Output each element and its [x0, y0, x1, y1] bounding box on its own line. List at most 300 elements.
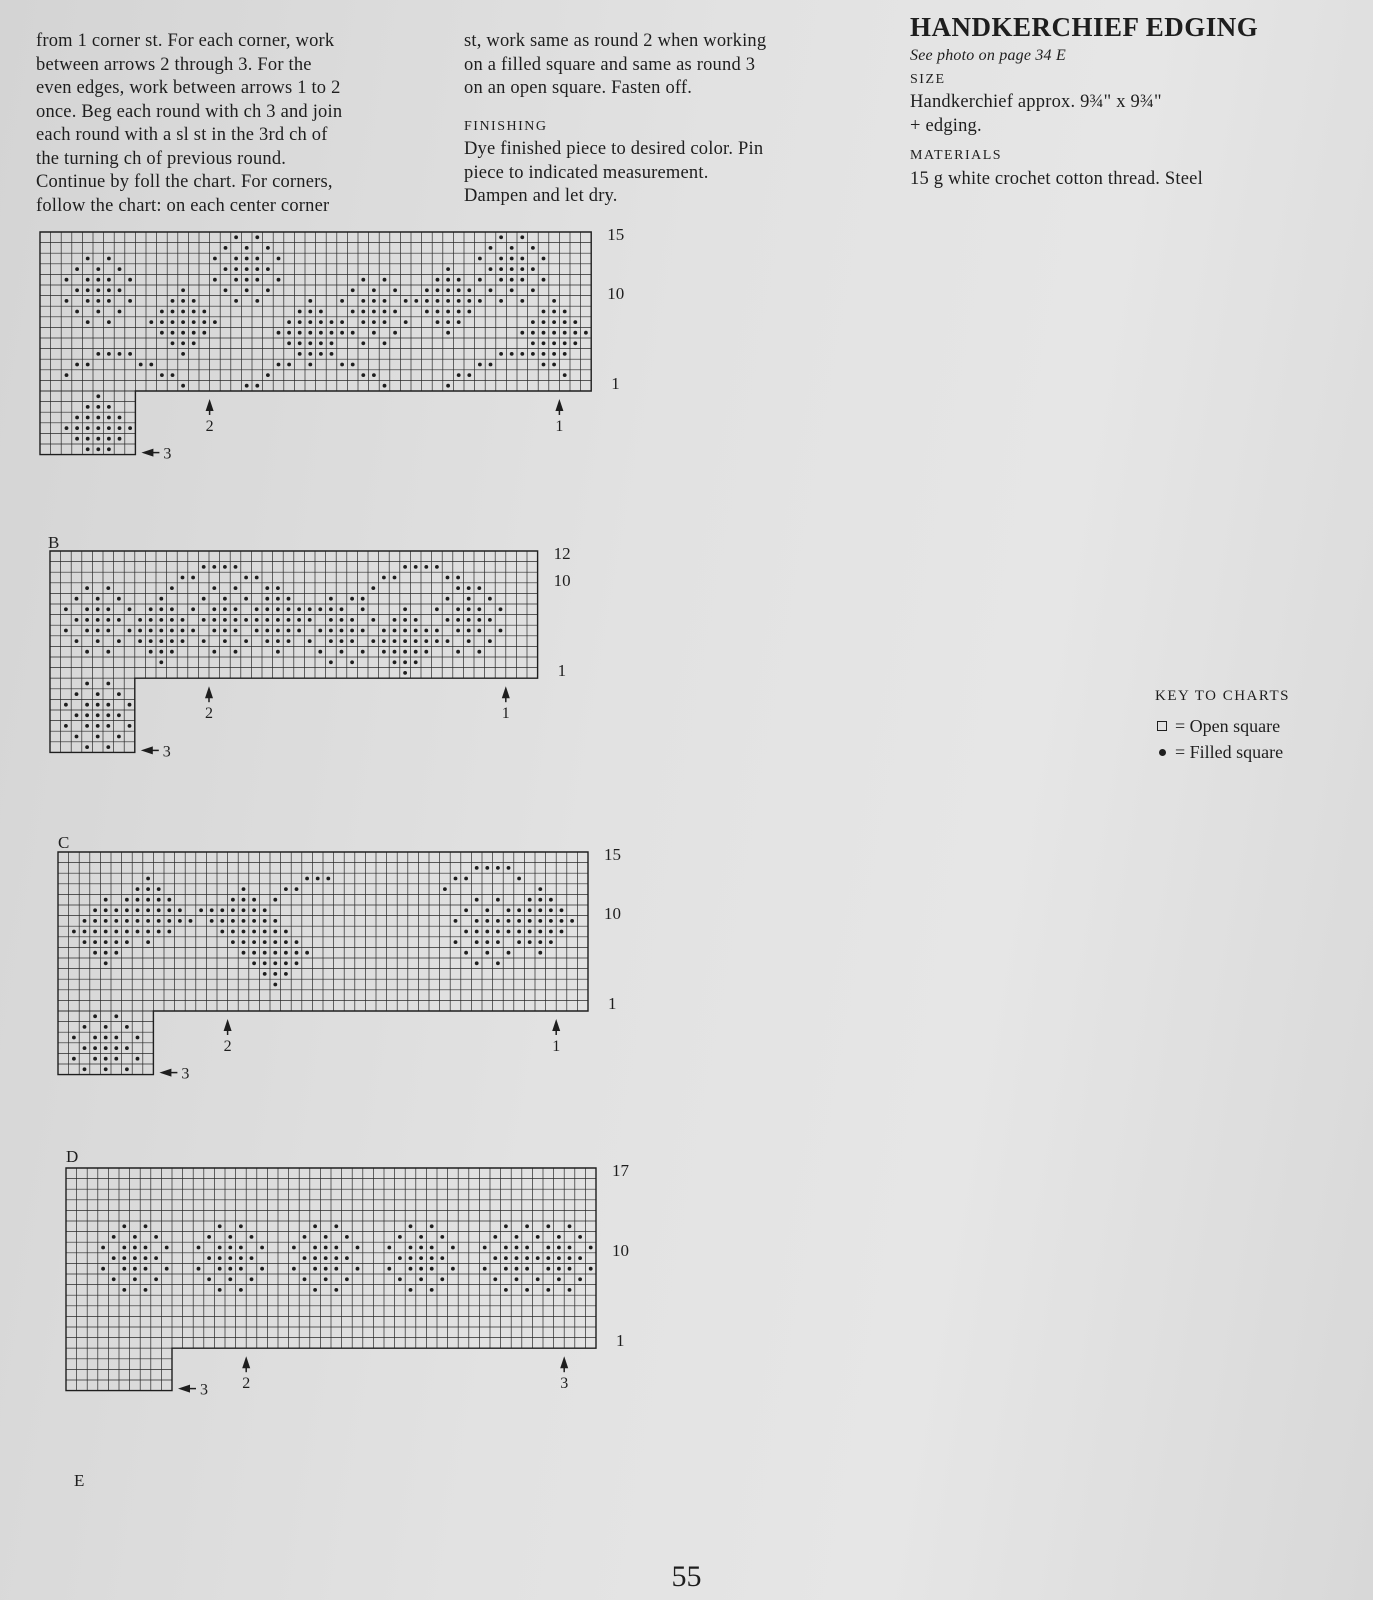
text-line: from 1 corner st. For each corner, work: [36, 31, 335, 51]
arrow-3: [141, 743, 171, 760]
arrow-2: [205, 686, 213, 722]
filled-square: [197, 1246, 201, 1250]
filled-square: [252, 919, 256, 923]
filled-square: [122, 1288, 126, 1292]
filled-square: [266, 288, 270, 292]
filled-square: [273, 983, 277, 987]
filled-square: [125, 1067, 129, 1071]
filled-square: [117, 735, 121, 739]
filled-square: [212, 586, 216, 590]
filled-square: [319, 310, 323, 314]
filled-square: [75, 618, 79, 622]
filled-square: [220, 908, 224, 912]
filled-square: [485, 919, 489, 923]
filled-square: [393, 310, 397, 314]
filled-square: [245, 384, 249, 388]
filled-square: [242, 908, 246, 912]
filled-square: [239, 1246, 243, 1250]
filled-square: [446, 618, 450, 622]
filled-square: [207, 1235, 211, 1239]
filled-square: [138, 629, 142, 633]
filled-square: [85, 713, 89, 717]
filled-square: [584, 331, 588, 335]
filled-square: [277, 363, 281, 367]
filled-square: [244, 597, 248, 601]
filled-square: [138, 639, 142, 643]
filled-square: [64, 629, 68, 633]
filled-square: [419, 1235, 423, 1239]
filled-square: [295, 940, 299, 944]
filled-square: [170, 618, 174, 622]
text-line: each round with a sl st in the 3rd ch of: [36, 125, 328, 145]
filled-square: [464, 908, 468, 912]
filled-square: [212, 650, 216, 654]
filled-square: [104, 898, 108, 902]
filled-square: [212, 565, 216, 569]
filled-square: [424, 629, 428, 633]
filled-square: [563, 331, 567, 335]
filled-square: [517, 919, 521, 923]
filled-square: [297, 618, 301, 622]
filled-square: [525, 1267, 529, 1271]
filled-square: [72, 1057, 76, 1061]
filled-square: [287, 331, 291, 335]
arrow-1-label: 1: [501, 705, 510, 723]
filled-square: [414, 639, 418, 643]
filled-square: [546, 1246, 550, 1250]
filled-square: [223, 639, 227, 643]
filled-square: [560, 930, 564, 934]
filled-square: [265, 586, 269, 590]
filled-square: [202, 618, 206, 622]
filled-square: [64, 703, 68, 707]
filled-square: [159, 618, 163, 622]
filled-square: [260, 1267, 264, 1271]
filled-square: [510, 288, 514, 292]
filled-square: [496, 961, 500, 965]
filled-square: [160, 320, 164, 324]
filled-square: [489, 363, 493, 367]
filled-square: [488, 597, 492, 601]
filled-square: [244, 618, 248, 622]
filled-square: [350, 660, 354, 664]
filled-square: [83, 930, 87, 934]
filled-square: [118, 426, 122, 430]
filled-square: [114, 919, 118, 923]
arrow-1: [555, 399, 563, 435]
filled-square: [112, 1277, 116, 1281]
filled-square: [297, 607, 301, 611]
filled-square: [202, 639, 206, 643]
filled-square: [263, 930, 267, 934]
filled-square: [117, 597, 121, 601]
filled-square: [112, 1235, 116, 1239]
filled-square: [86, 278, 90, 282]
filled-square: [382, 639, 386, 643]
filled-square: [361, 310, 365, 314]
filled-square: [507, 866, 511, 870]
filled-square: [488, 639, 492, 643]
filled-square: [475, 940, 479, 944]
filled-square: [96, 352, 100, 356]
filled-square: [295, 961, 299, 965]
filled-square: [313, 1288, 317, 1292]
filled-square: [170, 607, 174, 611]
filled-square: [136, 919, 140, 923]
filled-square: [273, 951, 277, 955]
filled-square: [231, 919, 235, 923]
filled-square: [340, 363, 344, 367]
filled-square: [107, 426, 111, 430]
filled-square: [528, 930, 532, 934]
filled-square: [351, 331, 355, 335]
filled-square: [118, 288, 122, 292]
size-heading: SIZE: [910, 71, 946, 87]
filled-square: [107, 352, 111, 356]
filled-square: [106, 629, 110, 633]
filled-square: [128, 629, 132, 633]
row-number-10: 10: [604, 904, 621, 923]
filled-square: [265, 607, 269, 611]
filled-square: [578, 1256, 582, 1260]
arrow-3-label: 3: [163, 445, 172, 463]
filled-square: [133, 1267, 137, 1271]
filled-square: [234, 235, 238, 239]
filled-square: [287, 639, 291, 643]
filled-square: [242, 951, 246, 955]
arrow-1: [560, 1356, 568, 1392]
filled-square: [520, 299, 524, 303]
filled-square: [436, 288, 440, 292]
filled-square: [424, 650, 428, 654]
filled-square: [557, 1235, 561, 1239]
filled-square: [520, 352, 524, 356]
filled-square: [83, 1067, 87, 1071]
filled-square: [287, 618, 291, 622]
filled-square: [419, 1267, 423, 1271]
filled-square: [477, 586, 481, 590]
filled-square: [383, 320, 387, 324]
filled-square: [361, 278, 365, 282]
filled-square: [146, 877, 150, 881]
filled-square: [125, 898, 129, 902]
photo-reference: See photo on page 34 E: [910, 47, 1066, 64]
filled-square: [128, 724, 132, 728]
filled-square: [549, 940, 553, 944]
filled-square: [451, 1246, 455, 1250]
filled-square: [85, 607, 89, 611]
filled-square: [96, 735, 100, 739]
filled-square: [414, 629, 418, 633]
filled-square: [515, 1267, 519, 1271]
filled-square: [107, 257, 111, 261]
filled-square: [329, 629, 333, 633]
filled-square: [403, 639, 407, 643]
filled-square: [563, 373, 567, 377]
filled-square: [189, 919, 193, 923]
filled-square: [212, 607, 216, 611]
filled-square: [181, 310, 185, 314]
filled-square: [329, 618, 333, 622]
filled-square: [467, 629, 471, 633]
filled-square: [297, 629, 301, 633]
filled-square: [313, 1267, 317, 1271]
filled-square: [114, 940, 118, 944]
filled-square: [86, 437, 90, 441]
filled-square: [313, 1224, 317, 1228]
filled-square: [393, 650, 397, 654]
filled-square: [334, 1288, 338, 1292]
filled-square: [456, 586, 460, 590]
filled-square: [191, 576, 195, 580]
filled-square: [85, 618, 89, 622]
filled-square: [223, 618, 227, 622]
filled-square: [93, 940, 97, 944]
filled-square: [263, 919, 267, 923]
filled-square: [159, 629, 163, 633]
filled-square: [305, 951, 309, 955]
filled-square: [475, 898, 479, 902]
filled-square: [96, 416, 100, 420]
arrow-2: [206, 399, 214, 435]
filled-square: [329, 660, 333, 664]
filled-square: [424, 565, 428, 569]
filled-square: [308, 639, 312, 643]
filled-square: [340, 639, 344, 643]
filled-square: [165, 1267, 169, 1271]
filled-square: [560, 919, 564, 923]
chart-label: C: [58, 833, 70, 852]
filled-square: [245, 246, 249, 250]
filled-square: [305, 877, 309, 881]
filled-square: [308, 331, 312, 335]
filled-square: [224, 288, 228, 292]
filled-square: [122, 1224, 126, 1228]
filled-square: [192, 331, 196, 335]
filled-square: [160, 373, 164, 377]
filled-square: [114, 930, 118, 934]
filled-square: [218, 1288, 222, 1292]
filled-square: [284, 961, 288, 965]
chart-grid: [40, 232, 591, 455]
filled-square: [114, 908, 118, 912]
filled-square: [85, 650, 89, 654]
filled-square: [456, 607, 460, 611]
filled-square: [308, 607, 312, 611]
filled-square: [234, 278, 238, 282]
filled-square: [231, 898, 235, 902]
filled-square: [334, 1246, 338, 1250]
filled-square: [239, 1224, 243, 1228]
filled-square: [515, 1277, 519, 1281]
filled-square: [489, 288, 493, 292]
filled-square: [139, 363, 143, 367]
filled-square: [319, 352, 323, 356]
filled-square: [383, 299, 387, 303]
filled-square: [136, 887, 140, 891]
filled-square: [223, 597, 227, 601]
filled-square: [192, 320, 196, 324]
filled-square: [149, 639, 153, 643]
filled-square: [244, 576, 248, 580]
filled-square: [451, 1267, 455, 1271]
filled-square: [485, 951, 489, 955]
arrow-2: [242, 1356, 250, 1392]
filled-square: [96, 618, 100, 622]
filled-square: [372, 373, 376, 377]
filled-square: [167, 898, 171, 902]
filled-square: [114, 1057, 118, 1061]
filled-square: [446, 299, 450, 303]
row-number-1: 1: [557, 661, 567, 681]
arrow-3: [159, 1066, 189, 1083]
arrow-3: [178, 1382, 208, 1399]
filled-square: [383, 310, 387, 314]
chart-2: [50, 544, 571, 852]
filled-square: [218, 1256, 222, 1260]
filled-square: [425, 288, 429, 292]
filled-square: [298, 320, 302, 324]
filled-square: [510, 352, 514, 356]
filled-square: [96, 447, 100, 451]
filled-square: [223, 607, 227, 611]
filled-square: [464, 951, 468, 955]
filled-square: [191, 607, 195, 611]
filled-square: [85, 745, 89, 749]
filled-square: [133, 1277, 137, 1281]
filled-square: [128, 703, 132, 707]
filled-square: [345, 1277, 349, 1281]
filled-square: [101, 1267, 105, 1271]
arrow-2: [224, 1019, 232, 1055]
filled-square: [85, 629, 89, 633]
filled-square: [329, 597, 333, 601]
chart-grid: [58, 852, 588, 1075]
filled-square: [387, 1246, 391, 1250]
key-row-open: [1155, 713, 1290, 739]
filled-square: [228, 1235, 232, 1239]
filled-square: [250, 1256, 254, 1260]
filled-square: [552, 363, 556, 367]
text-line: once. Beg each round with ch 3 and join: [36, 101, 343, 122]
filled-square: [138, 618, 142, 622]
filled-square: [284, 972, 288, 976]
filled-square: [197, 1267, 201, 1271]
filled-square: [538, 930, 542, 934]
filled-square: [457, 299, 461, 303]
filled-square: [457, 310, 461, 314]
filled-square: [457, 288, 461, 292]
filled-square: [371, 618, 375, 622]
filled-square: [318, 650, 322, 654]
filled-square: [454, 919, 458, 923]
filled-square: [157, 908, 161, 912]
filled-square: [118, 267, 122, 271]
filled-square: [149, 607, 153, 611]
filled-square: [234, 257, 238, 261]
filled-square: [350, 618, 354, 622]
filled-square: [234, 618, 238, 622]
filled-square: [93, 1046, 97, 1050]
materials-heading: MATERIALS: [910, 148, 1003, 163]
filled-square: [573, 320, 577, 324]
filled-square: [475, 961, 479, 965]
filled-square: [340, 320, 344, 324]
filled-square: [340, 629, 344, 633]
filled-square: [456, 629, 460, 633]
filled-square: [159, 597, 163, 601]
filled-square: [504, 1224, 508, 1228]
filled-square: [393, 288, 397, 292]
filled-square: [510, 267, 514, 271]
filled-square: [86, 405, 90, 409]
filled-square: [454, 877, 458, 881]
filled-square: [191, 629, 195, 633]
filled-square: [340, 299, 344, 303]
filled-square: [393, 331, 397, 335]
filled-square: [287, 363, 291, 367]
filled-square: [549, 930, 553, 934]
filled-square: [136, 1057, 140, 1061]
filled-square: [213, 278, 217, 282]
filled-square: [303, 1277, 307, 1281]
filled-square: [96, 310, 100, 314]
filled-square: [104, 1057, 108, 1061]
filled-square: [242, 887, 246, 891]
filled-square: [181, 618, 185, 622]
filled-square: [136, 898, 140, 902]
filled-square: [154, 1256, 158, 1260]
row-number-10: 10: [553, 571, 571, 591]
filled-square: [372, 320, 376, 324]
filled-square: [446, 320, 450, 324]
filled-square: [171, 299, 175, 303]
filled-square: [483, 1246, 487, 1250]
filled-square: [507, 951, 511, 955]
filled-square: [496, 866, 500, 870]
filled-square: [263, 972, 267, 976]
filled-square: [351, 310, 355, 314]
filled-square: [234, 267, 238, 271]
filled-square: [409, 1288, 413, 1292]
filled-square: [255, 384, 259, 388]
filled-square: [212, 618, 216, 622]
filled-square: [220, 930, 224, 934]
filled-square: [414, 565, 418, 569]
filled-square: [298, 341, 302, 345]
filled-square: [75, 713, 79, 717]
arrow-3: [141, 446, 171, 463]
filled-square: [146, 930, 150, 934]
filled-square: [507, 930, 511, 934]
key-row-filled: [1155, 739, 1290, 765]
filled-square: [393, 629, 397, 633]
filled-square: [106, 682, 110, 686]
filled-square: [403, 660, 407, 664]
filled-square: [234, 586, 238, 590]
filled-square: [181, 629, 185, 633]
filled-square: [250, 1277, 254, 1281]
filled-square: [192, 299, 196, 303]
page-title: HANDKERCHIEF EDGING: [910, 12, 1259, 42]
filled-square: [454, 940, 458, 944]
filled-square: [549, 898, 553, 902]
filled-square: [403, 629, 407, 633]
filled-square: [446, 639, 450, 643]
filled-square: [467, 597, 471, 601]
filled-square: [531, 331, 535, 335]
filled-square: [557, 1246, 561, 1250]
